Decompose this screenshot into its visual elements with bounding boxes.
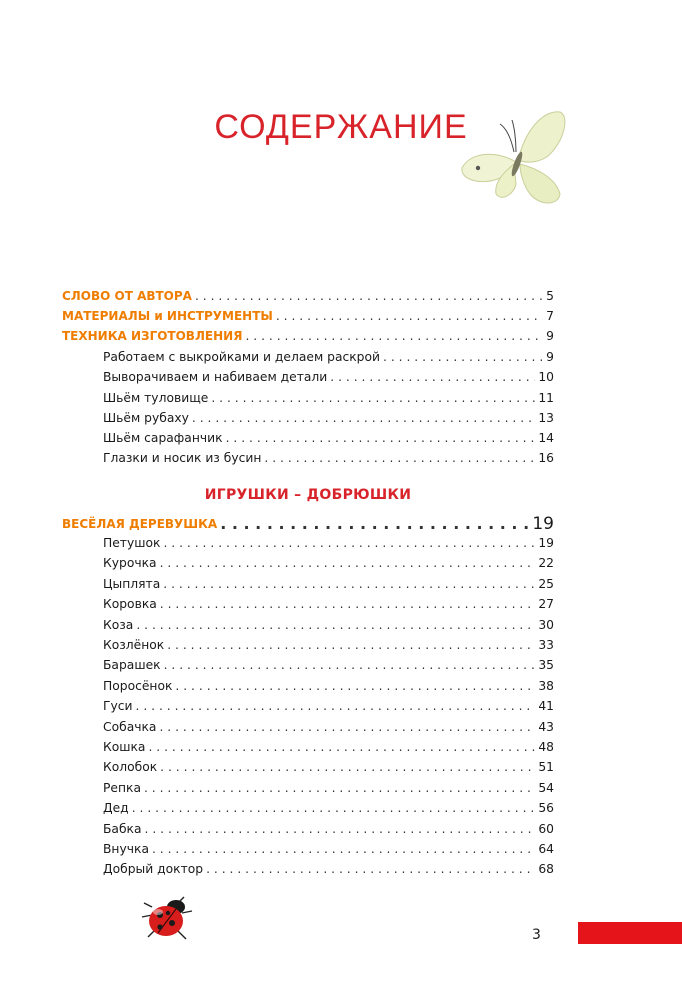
toc-entry-page: 48: [538, 740, 554, 754]
toc-entry-label: Бабка: [103, 821, 142, 836]
toc-entry-page: 22: [538, 556, 554, 571]
toc-leader-dots: [276, 308, 543, 324]
toc-entry-page: 9: [546, 329, 554, 343]
toc-leader-dots: [330, 369, 535, 385]
toc-entry-page: 64: [538, 842, 554, 856]
toc-leader-dots: [136, 698, 536, 714]
toc-entry-label: Козлёнок: [103, 638, 165, 652]
toc-leader-dots: [195, 288, 543, 304]
toc-entry-page: 30: [538, 617, 554, 632]
toc-entry-page: 27: [538, 597, 554, 612]
toc-entry: [103, 531, 554, 551]
toc-entry: [103, 613, 554, 633]
toc-entry-page: 5: [546, 289, 554, 303]
toc-leader-dots: [264, 450, 535, 466]
toc-entry-page: 14: [538, 431, 554, 445]
toc-entry-label: Петушок: [103, 536, 161, 550]
toc-leader-dots: [211, 390, 535, 406]
toc-leader-dots: [163, 576, 535, 592]
page-tab-marker: [578, 922, 682, 944]
toc-entry-label: Коза: [103, 617, 134, 632]
toc-leader-dots: [383, 349, 543, 365]
toc-entry: [103, 796, 554, 816]
toc-entry: [103, 817, 554, 837]
toc-entry-label: МАТЕРИАЛЫ и ИНСТРУМЕНТЫ: [62, 309, 273, 323]
toc-entry-label: Выворачиваем и набиваем детали: [103, 370, 328, 384]
toc-entry-label: Дед: [103, 801, 129, 816]
toc-entry: [103, 551, 554, 571]
toc-leader-dots: [152, 841, 535, 857]
toc-entry: [103, 365, 554, 385]
toc-entry: [62, 324, 554, 344]
toc-entry-page: 51: [538, 760, 554, 775]
toc-entry-label: Гуси: [103, 699, 133, 714]
toc-entry-page: 11: [538, 391, 554, 405]
toc-entry: [103, 776, 554, 796]
toc-entry-page: 9: [546, 350, 554, 364]
toc-entry-page: 7: [546, 309, 554, 323]
toc-entry-label: Шьём рубаху: [103, 411, 189, 425]
toc-entry-page: 38: [538, 678, 554, 693]
toc-entry-page: 56: [538, 801, 554, 816]
toc-entry: [103, 633, 554, 653]
toc-entry-page: 19: [532, 514, 554, 534]
toc-entry-label: Колобок: [103, 760, 158, 775]
toc-leader-dots: [160, 555, 536, 571]
toc-leader-dots: [144, 780, 535, 796]
toc-entry-page: 35: [538, 658, 554, 673]
toc-leader-dots: [245, 328, 543, 344]
toc-entry-page: 25: [538, 576, 554, 591]
toc-leader-dots: [163, 535, 535, 551]
toc-entry: [62, 284, 554, 304]
toc-entry: [103, 694, 554, 714]
toc-entry: [103, 735, 554, 755]
toc-entry-label: Глазки и носик из бусин: [103, 451, 262, 465]
toc-entry-page: 33: [538, 638, 554, 652]
toc-entry-label: Добрый доктор: [103, 862, 204, 877]
toc-entry-label: Кошка: [103, 740, 146, 754]
toc-entry-label: Цыплята: [103, 576, 161, 591]
toc-entry-label: ТЕХНИКА ИЗГОТОВЛЕНИЯ: [62, 329, 243, 343]
toc-entry: [103, 674, 554, 694]
toc-leader-dots: [148, 739, 535, 755]
toc-leader-dots: [159, 719, 535, 735]
toc-entry-page: 16: [538, 451, 554, 465]
toc-entry-label: Коровка: [103, 597, 157, 612]
toc-entry: [103, 345, 554, 365]
toc-entry: [103, 406, 554, 426]
butterfly-icon: [456, 98, 576, 218]
toc-entry-page: 41: [538, 699, 554, 714]
toc-entry-label: Курочка: [103, 556, 157, 571]
page-number: 3: [532, 927, 541, 943]
toc-leader-dots: [132, 800, 536, 816]
toc-entry-label: Внучка: [103, 842, 149, 856]
toc-entry-label: Репка: [103, 780, 141, 795]
toc-entry: [103, 426, 554, 446]
toc-entry-label: Шьём туловище: [103, 391, 209, 405]
toc-entry-page: 68: [538, 862, 554, 877]
toc-leader-dots: [160, 596, 536, 612]
toc-entry-page: 19: [538, 536, 554, 550]
ladybug-icon: [138, 893, 198, 949]
toc-entry: [103, 386, 554, 406]
toc-entry-page: 13: [538, 411, 554, 425]
page-title: СОДЕРЖАНИЕ: [214, 108, 468, 146]
toc-entry: [62, 508, 554, 532]
toc-entry-page: 43: [538, 719, 554, 734]
toc-leader-dots: [167, 637, 535, 653]
toc-entry-label: ВЕСЁЛАЯ ДЕРЕВУШКА: [62, 517, 218, 531]
toc-entry: [103, 592, 554, 612]
toc-entry: [103, 837, 554, 857]
toc-leader-dots: [206, 861, 535, 877]
toc-entry-label: Шьём сарафанчик: [103, 431, 223, 445]
toc-entry-label: Барашек: [103, 658, 161, 673]
toc-entry: [103, 755, 554, 775]
toc-leader-dots: [226, 430, 536, 446]
toc-leader-dots: [136, 617, 535, 633]
section-heading: ИГРУШКИ – ДОБРЮШКИ: [204, 487, 412, 503]
toc-entry: [103, 715, 554, 735]
toc-entry-label: Работаем с выкройками и делаем раскрой: [103, 350, 380, 364]
toc-entry-page: 60: [538, 821, 554, 836]
toc-entry: [103, 857, 554, 877]
toc-entry: [62, 304, 554, 324]
toc-leader-dots: [164, 657, 536, 673]
toc-entry-label: СЛОВО ОТ АВТОРА: [62, 289, 192, 303]
toc-leader-dots: [145, 821, 536, 837]
toc-entry: [103, 446, 554, 466]
toc-entry-page: 54: [538, 780, 554, 795]
toc-leader-dots: [160, 759, 535, 775]
toc-leader-dots: [192, 410, 535, 426]
toc-leader-dots: [220, 516, 529, 532]
toc-entry-page: 10: [538, 370, 554, 384]
toc-leader-dots: [175, 678, 535, 694]
toc-entry: [103, 653, 554, 673]
toc-entry-label: Собачка: [103, 719, 157, 734]
toc-entry-label: Поросёнок: [103, 678, 173, 693]
toc-entry: [103, 572, 554, 592]
